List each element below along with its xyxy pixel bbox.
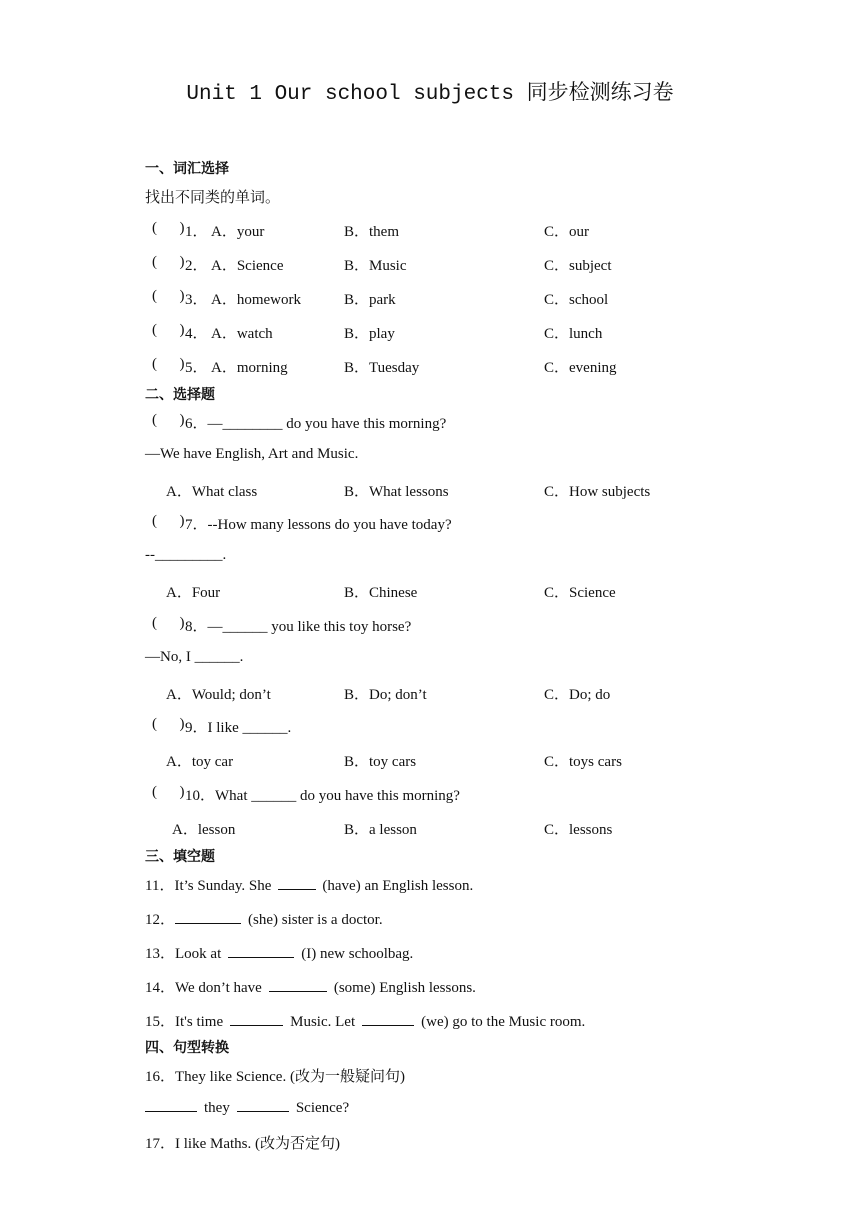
question-text: (we) go to the Music room. bbox=[421, 1014, 586, 1030]
question-text: (I) new schoolbag. bbox=[301, 946, 414, 962]
question-11 bbox=[145, 874, 473, 895]
question-number: 4． bbox=[185, 326, 208, 342]
answer-bracket[interactable]: ( ) bbox=[152, 220, 185, 236]
option-c: C．lunch bbox=[544, 326, 603, 342]
page-title: Unit 1 Our school subjects 同步检测练习卷 bbox=[186, 83, 674, 106]
section-instruction: 找出不同类的单词。 bbox=[145, 190, 281, 206]
question-15 bbox=[145, 1010, 585, 1031]
option-b: B．What lessons bbox=[344, 484, 449, 500]
option-a: A．Science bbox=[211, 258, 284, 274]
question-stem: 8．—______ you like this toy horse? bbox=[185, 619, 412, 635]
answer-blank[interactable] bbox=[228, 945, 294, 958]
question-text: they bbox=[204, 1100, 230, 1116]
option-a: A．your bbox=[211, 224, 265, 240]
option-a: A．homework bbox=[211, 292, 301, 308]
option-c: C．Science bbox=[544, 585, 616, 601]
section-heading-fill-blank: 三、填空题 bbox=[145, 849, 215, 865]
option-c: C．our bbox=[544, 224, 590, 240]
option-a: A．morning bbox=[211, 360, 288, 376]
question-17: 17．I like Maths. (改为否定句) bbox=[145, 1136, 340, 1152]
section-heading-sentence-transform: 四、句型转换 bbox=[145, 1040, 229, 1056]
option-b: B．Music bbox=[344, 258, 407, 274]
option-a: A．Four bbox=[166, 585, 221, 601]
option-a: A．What class bbox=[166, 484, 258, 500]
option-c: C．toys cars bbox=[544, 754, 622, 770]
option-a: A．lesson bbox=[172, 822, 236, 838]
answer-bracket[interactable]: ( ) bbox=[152, 412, 185, 428]
dialogue-line: —No, I ______. bbox=[145, 649, 244, 665]
question-text: Science? bbox=[295, 1100, 350, 1116]
answer-bracket[interactable]: ( ) bbox=[152, 716, 185, 732]
question-text: (some) English lessons. bbox=[333, 980, 476, 996]
dialogue-line: —We have English, Art and Music. bbox=[145, 446, 359, 462]
option-c: C．lessons bbox=[544, 822, 613, 838]
section-heading-vocabulary: 一、词汇选择 bbox=[145, 161, 229, 177]
answer-blank[interactable] bbox=[362, 1013, 414, 1026]
option-b: B．play bbox=[344, 326, 395, 342]
question-text: (she) sister is a doctor. bbox=[248, 912, 383, 928]
answer-blank[interactable] bbox=[230, 1013, 283, 1026]
question-number: 5． bbox=[185, 360, 208, 376]
option-b: B．Tuesday bbox=[344, 360, 420, 376]
answer-blank[interactable] bbox=[269, 979, 327, 992]
question-stem: 9．I like ______. bbox=[185, 720, 292, 736]
question-12 bbox=[145, 908, 383, 929]
question-number: 3． bbox=[185, 292, 208, 308]
option-c: C．evening bbox=[544, 360, 617, 376]
question-stem: 7．--How many lessons do you have today? bbox=[185, 517, 452, 533]
answer-bracket[interactable]: ( ) bbox=[152, 288, 185, 304]
question-text: 15．It's time bbox=[145, 1014, 224, 1030]
question-13 bbox=[145, 942, 413, 963]
option-c: C．Do; do bbox=[544, 687, 611, 703]
option-b: B．a lesson bbox=[344, 822, 417, 838]
answer-blank[interactable] bbox=[278, 877, 316, 890]
answer-bracket[interactable]: ( ) bbox=[152, 356, 185, 372]
question-number: 1． bbox=[185, 224, 208, 240]
option-b: B．toy cars bbox=[344, 754, 417, 770]
option-b: B．park bbox=[344, 292, 396, 308]
question-14 bbox=[145, 976, 476, 997]
question-text: 11．It’s Sunday. She bbox=[145, 878, 272, 894]
question-16-answer bbox=[145, 1099, 349, 1117]
question-stem: 6．—________ do you have this morning? bbox=[185, 416, 447, 432]
option-a: A．watch bbox=[211, 326, 273, 342]
question-16: 16．They like Science. (改为一般疑问句) bbox=[145, 1069, 405, 1085]
answer-bracket[interactable]: ( ) bbox=[152, 784, 185, 800]
question-text: (have) an English lesson. bbox=[322, 878, 474, 894]
option-b: B．them bbox=[344, 224, 399, 240]
option-a: A．toy car bbox=[166, 754, 234, 770]
answer-bracket[interactable]: ( ) bbox=[152, 513, 185, 529]
question-text: Music. Let bbox=[290, 1014, 356, 1030]
answer-bracket[interactable]: ( ) bbox=[152, 615, 185, 631]
answer-bracket[interactable]: ( ) bbox=[152, 322, 185, 338]
section-heading-multiple-choice: 二、选择题 bbox=[145, 387, 215, 403]
option-c: C．subject bbox=[544, 258, 612, 274]
answer-bracket[interactable]: ( ) bbox=[152, 254, 185, 270]
dialogue-line: --_________. bbox=[145, 547, 227, 563]
answer-blank[interactable] bbox=[145, 1099, 197, 1112]
option-c: C．How subjects bbox=[544, 484, 651, 500]
question-number: 2． bbox=[185, 258, 208, 274]
answer-blank[interactable] bbox=[175, 911, 241, 924]
question-text: 12． bbox=[145, 912, 176, 928]
option-b: B．Do; don’t bbox=[344, 687, 427, 703]
question-text: 13．Look at bbox=[145, 946, 222, 962]
option-a: A．Would; don’t bbox=[166, 687, 271, 703]
option-c: C．school bbox=[544, 292, 609, 308]
question-text: 14．We don’t have bbox=[145, 980, 262, 996]
option-b: B．Chinese bbox=[344, 585, 418, 601]
answer-blank[interactable] bbox=[237, 1099, 289, 1112]
question-stem: 10．What ______ do you have this morning? bbox=[185, 788, 460, 804]
